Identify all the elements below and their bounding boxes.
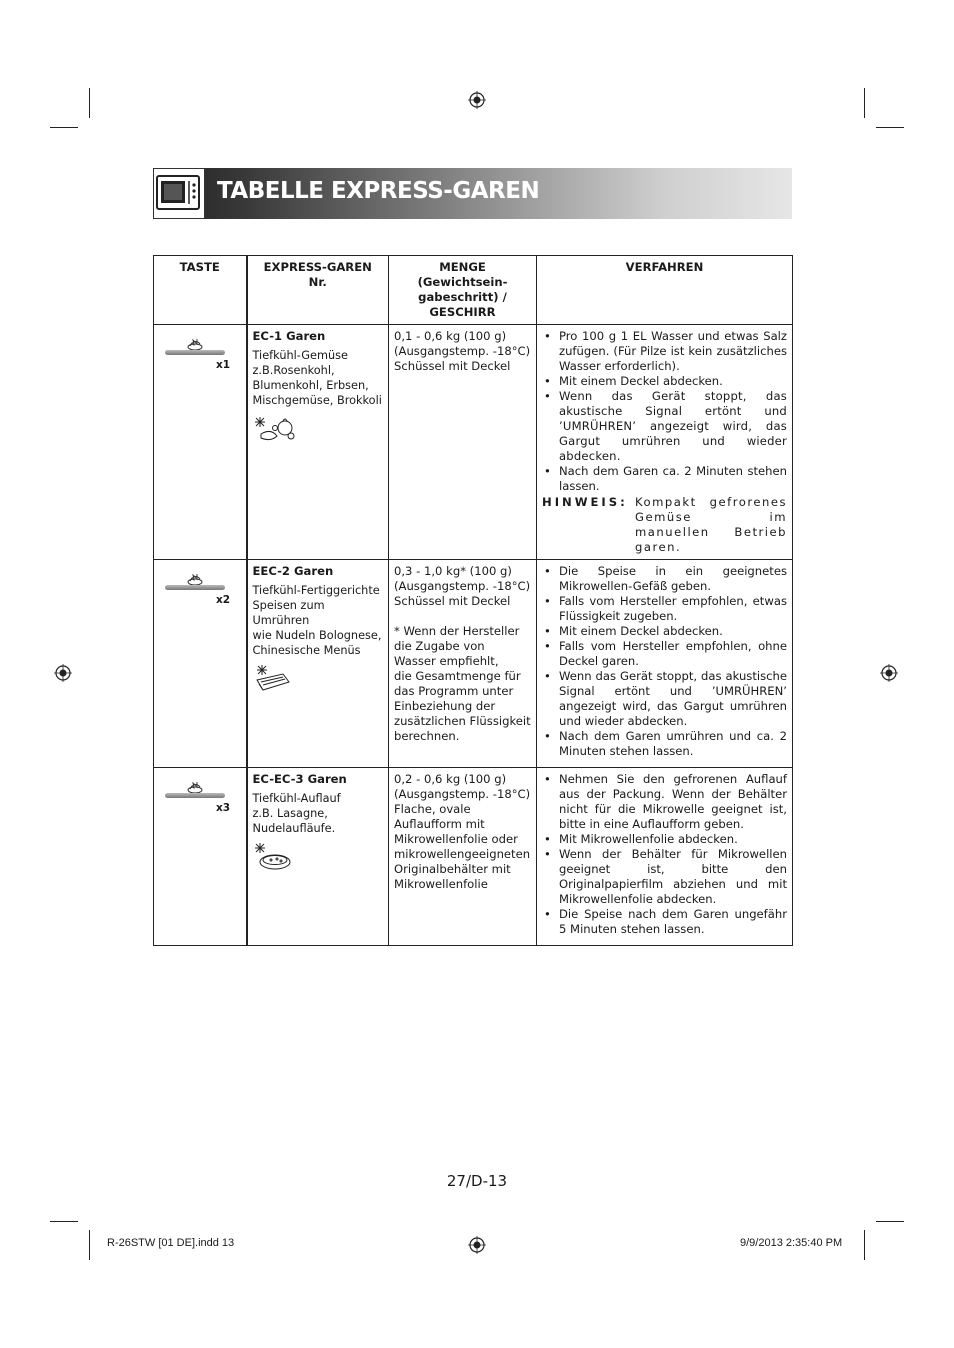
program-name: EC-1 Garen xyxy=(252,329,326,343)
procedure-cell xyxy=(537,560,793,768)
list-item: • Nehmen Sie den gefrorenen Auflauf aus der Packung. Wenn der Behälter nicht für die Mikrowelle geeignet ist, bitte in eine Auflaufform geben. xyxy=(542,772,787,832)
taste-cell xyxy=(154,325,247,560)
frozen-casserole-icon xyxy=(253,842,293,874)
dial-bar xyxy=(165,793,225,798)
list-item: • Die Speise in ein geeignetes Mikrowellen-Gefäß geben. xyxy=(542,564,787,594)
procedure-list xyxy=(542,772,787,937)
registration-mark-icon xyxy=(468,1236,486,1254)
note-label: HINWEIS: xyxy=(542,495,628,509)
program-cell xyxy=(247,768,389,946)
section-header xyxy=(153,168,792,219)
quantity-cell xyxy=(389,768,537,946)
procedure-cell xyxy=(537,325,793,560)
program-description: Tiefkühl-Fertiggerichte Speisen zum Umrühren wie Nudeln Bolognese, Chinesische Menüs xyxy=(252,584,382,657)
list-item: • Mit einem Deckel abdecken. xyxy=(542,624,787,639)
program-cell xyxy=(247,325,389,560)
note xyxy=(542,495,787,555)
table-row xyxy=(154,325,793,560)
dial-bar xyxy=(165,585,225,590)
list-item: • Die Speise nach dem Garen ungefähr 5 Minuten stehen lassen. xyxy=(542,907,787,937)
crop-mark xyxy=(50,127,78,128)
list-item: • Wenn der Behälter für Mikrowellen geeignet ist, bitte den Originalpapierfilm abziehen und mit Mikrowellenfolie abdecken. xyxy=(542,847,787,907)
program-name: EEC-2 Garen xyxy=(252,564,334,578)
list-item: • Mit einem Deckel abdecken. xyxy=(542,374,787,389)
quantity-text: 0,1 - 0,6 kg (100 g) (Ausgangstemp. -18°C) Schüssel mit Deckel xyxy=(394,329,531,373)
crop-mark xyxy=(864,1230,865,1260)
list-item: • Nach dem Garen umrühren und ca. 2 Minuten stehen lassen. xyxy=(542,729,787,759)
page-title: TABELLE EXPRESS-GAREN xyxy=(217,178,540,204)
crop-mark xyxy=(864,88,865,118)
footer-file-info: R-26STW [01 DE].indd 13 xyxy=(107,1237,235,1249)
crop-mark xyxy=(876,1221,904,1222)
procedure-list xyxy=(542,329,787,494)
list-item: • Pro 100 g 1 EL Wasser und etwas Salz zufügen. (Für Pilze ist kein zusätzliches Wasser erforderlich). xyxy=(542,329,787,374)
press-count: x2 xyxy=(216,594,231,606)
crop-mark xyxy=(50,1221,78,1222)
page-number: 27/D-13 xyxy=(446,1172,508,1190)
note-text: Kompakt gefrorenes Gemüse im manuellen Betrieb garen. xyxy=(635,495,787,554)
list-item: • Nach dem Garen ca. 2 Minuten stehen lassen. xyxy=(542,464,787,494)
procedure-list xyxy=(542,564,787,759)
list-item: • Falls vom Hersteller empfohlen, etwas Flüssigkeit zugeben. xyxy=(542,594,787,624)
crop-mark xyxy=(89,88,90,118)
program-description: Tiefkühl-Gemüse z.B.Rosenkohl, Blumenkohl, Erbsen, Mischgemüse, Brokkoli xyxy=(252,349,382,407)
frozen-vegetables-icon xyxy=(253,414,299,444)
list-item: • Wenn das Gerät stoppt, das akustische Signal ertönt und ’UMRÜHREN’ angezeigt wird, das Gargut umrühren und wieder abdecken. xyxy=(542,669,787,729)
procedure-cell xyxy=(537,768,793,946)
quantity-text: 0,3 - 1,0 kg* (100 g) (Ausgangstemp. -18°C) Schüssel mit Deckel * Wenn der Hersteller die Zugabe von Wasser empfiehlt, die Gesamtmenge für das Programm unter Einbeziehung der zusätzlichen Flüssigkeit berechnen. xyxy=(394,564,531,743)
frozen-ready-meal-icon xyxy=(253,664,293,694)
quantity-cell xyxy=(389,560,537,768)
program-name: EC-EC-3 Garen xyxy=(252,772,347,786)
taste-cell xyxy=(154,560,247,768)
list-item: • Falls vom Hersteller empfohlen, ohne Deckel garen. xyxy=(542,639,787,669)
registration-mark-icon xyxy=(54,664,72,682)
column-header-taste: TASTE xyxy=(154,256,247,325)
column-header-menge: MENGE (Gewichtsein-gabeschritt) / GESCHIRR xyxy=(389,256,537,325)
dial-bar xyxy=(165,350,225,355)
table-row xyxy=(154,560,793,768)
list-item: • Wenn das Gerät stoppt, das akustische Signal ertönt und ’UMRÜHREN’ angezeigt wird, das Gargut umrühren und wieder abdecken. xyxy=(542,389,787,464)
registration-mark-icon xyxy=(880,664,898,682)
program-description: Tiefkühl-Auflauf z.B. Lasagne, Nudelaufläufe. xyxy=(252,792,341,835)
registration-mark-icon xyxy=(468,91,486,109)
column-header-verfahren: VERFAHREN xyxy=(537,256,793,325)
crop-mark xyxy=(876,127,904,128)
press-count: x3 xyxy=(216,802,231,814)
taste-cell xyxy=(154,768,247,946)
press-count: x1 xyxy=(216,359,231,371)
quantity-cell xyxy=(389,325,537,560)
express-cooking-table xyxy=(153,255,793,946)
quantity-text: 0,2 - 0,6 kg (100 g) (Ausgangstemp. -18°C) Flache, ovale Auflaufform mit Mikrowellenfolie oder mikrowellengeeigneten Originalbehälter mit Mikrowellenfolie xyxy=(394,772,531,891)
table-header-row xyxy=(154,256,793,325)
microwave-icon xyxy=(153,168,205,219)
crop-mark xyxy=(89,1230,90,1260)
footer-timestamp: 9/9/2013 2:35:40 PM xyxy=(740,1237,843,1249)
list-item: • Mit Mikrowellenfolie abdecken. xyxy=(542,832,787,847)
column-header-express-garen: EXPRESS-GAREN Nr. xyxy=(247,256,389,325)
program-cell xyxy=(247,560,389,768)
table-row xyxy=(154,768,793,946)
